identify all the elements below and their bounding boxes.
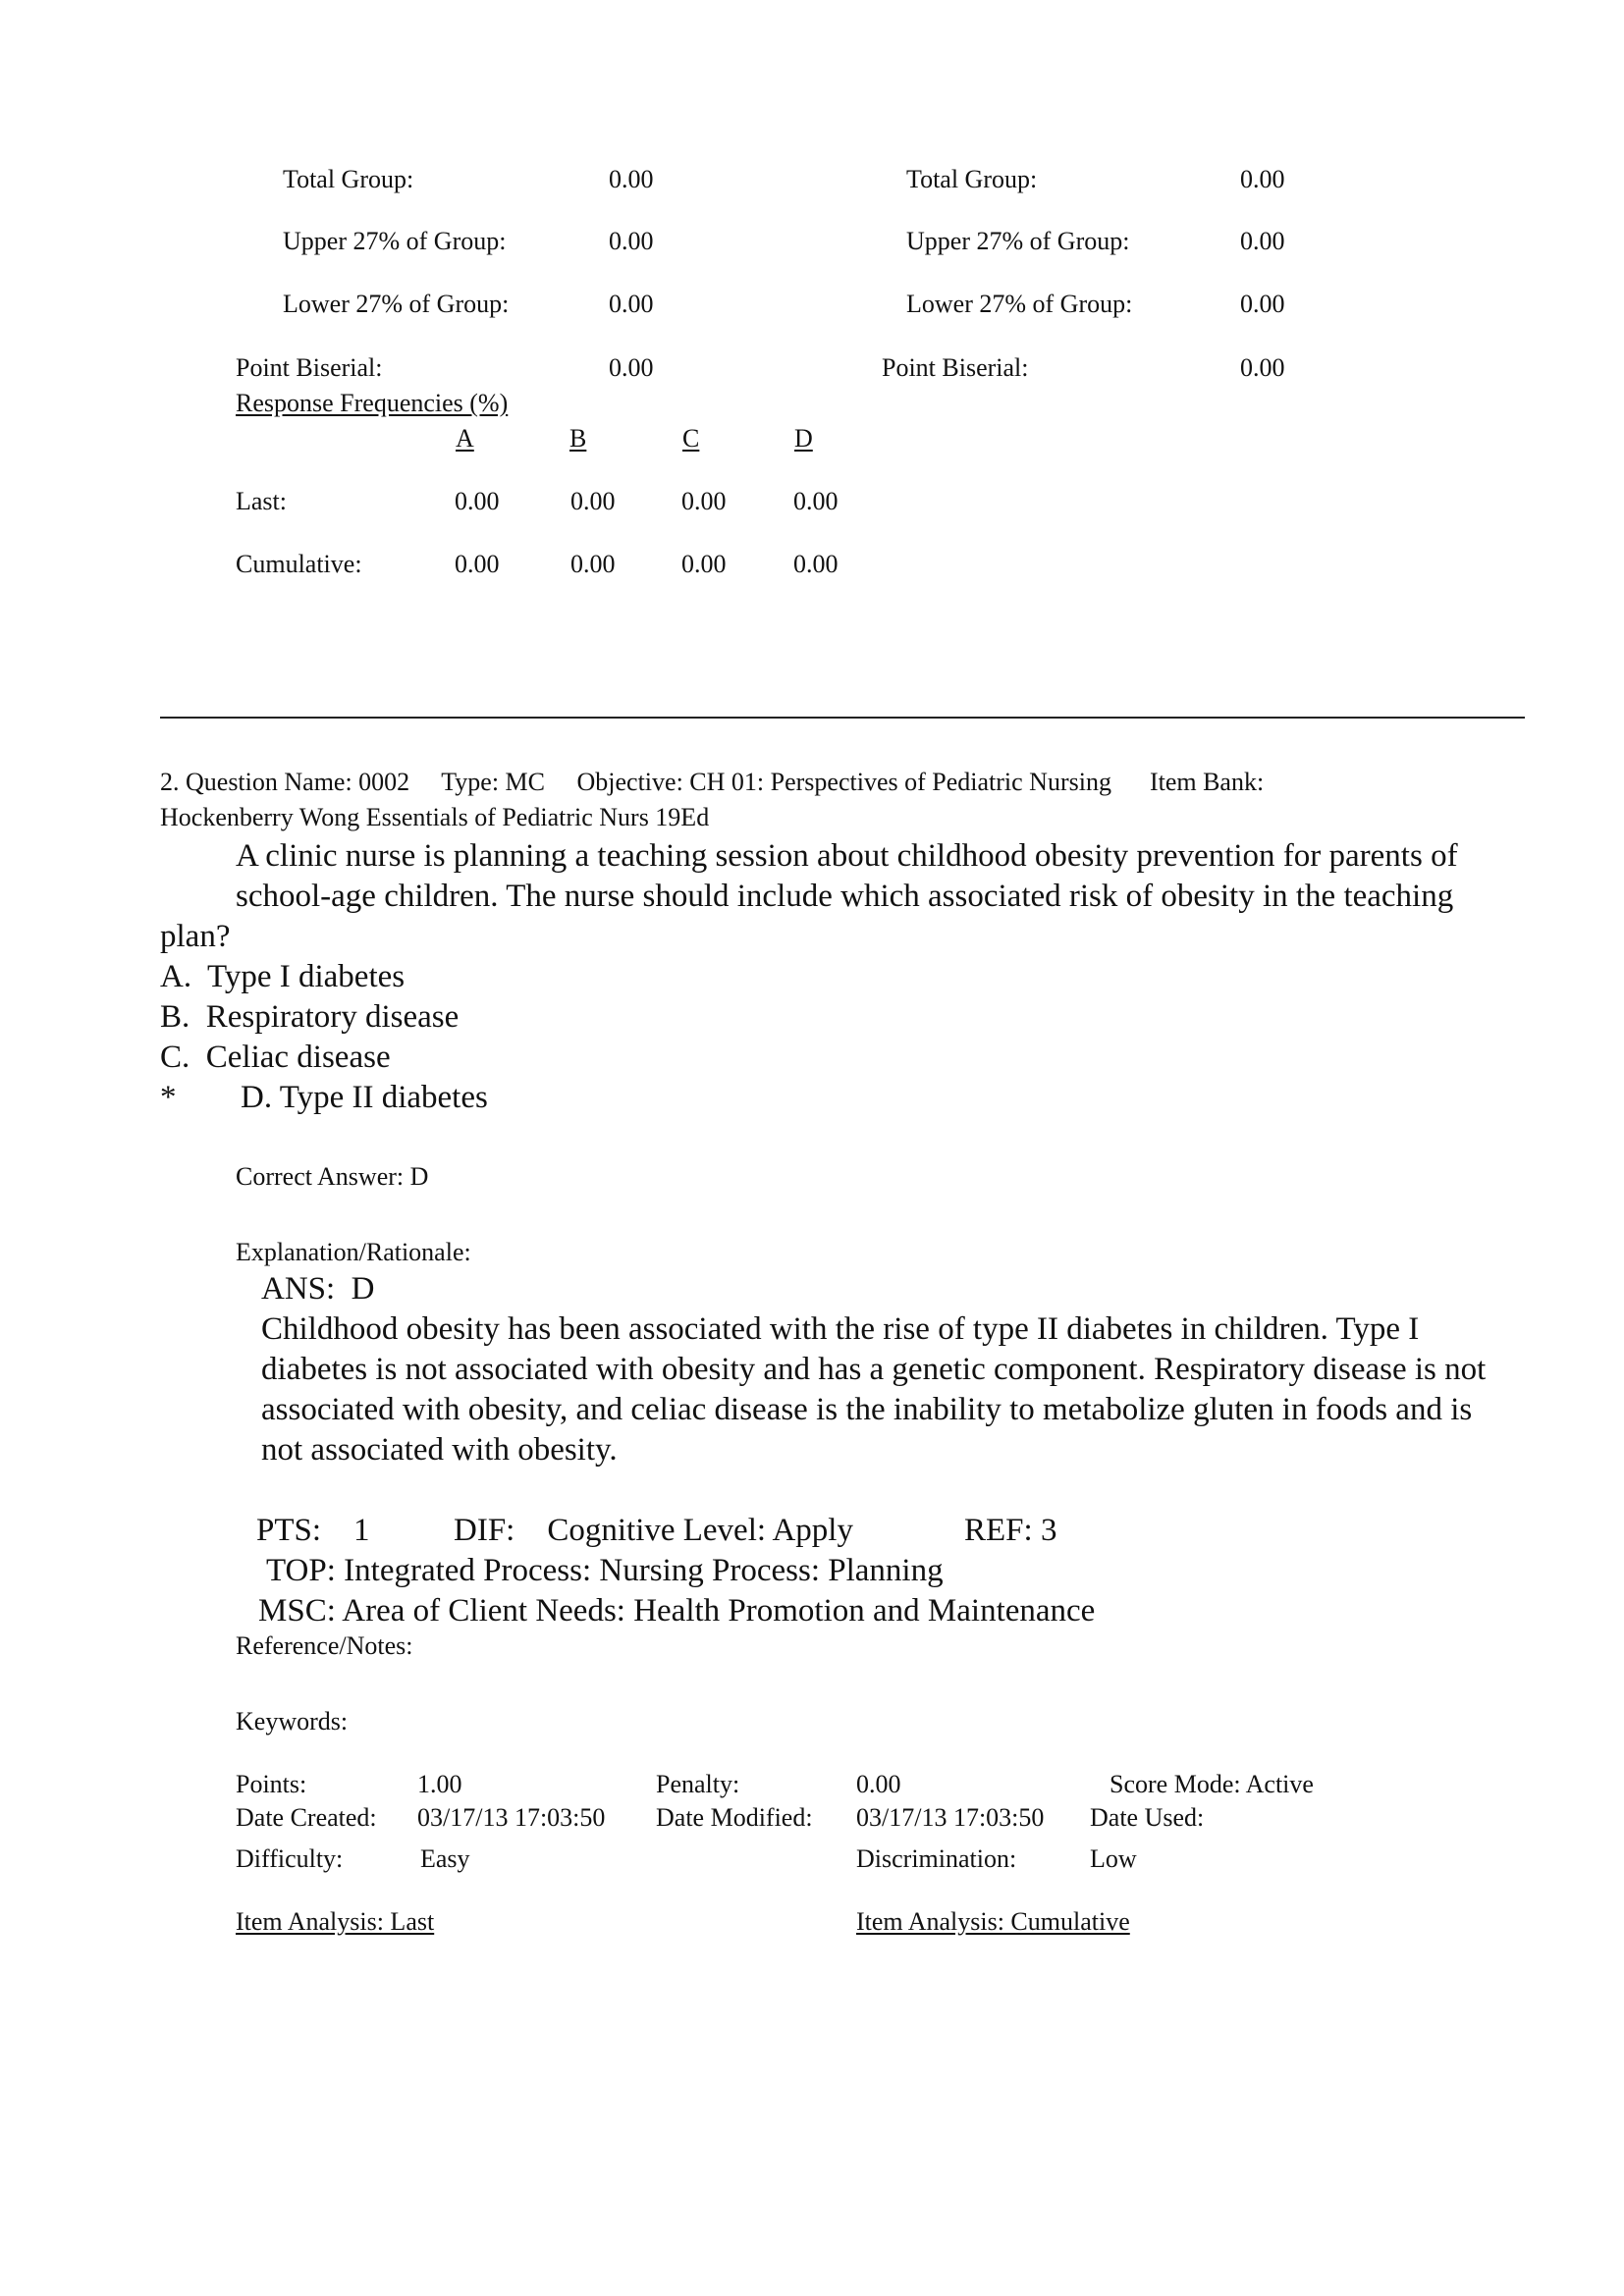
total-group-label: Total Group:: [906, 165, 1038, 193]
item-analysis-cumulative-link[interactable]: Item Analysis: Cumulative: [856, 1907, 1130, 1936]
upper-group-value: 0.00: [1240, 227, 1285, 255]
total-group-value: 0.00: [609, 165, 654, 193]
points-label: Points:: [236, 1770, 307, 1798]
penalty-value: 0.00: [856, 1770, 901, 1798]
rationale-line: Childhood obesity has been associated with the rise of type II diabetes in children. Type I: [261, 1311, 1420, 1347]
rationale-line: not associated with obesity.: [261, 1432, 618, 1468]
freq-cell: 0.00: [793, 487, 839, 515]
freq-row-label: Cumulative:: [236, 550, 362, 578]
pts-value: PTS: 1: [256, 1513, 370, 1548]
freq-cell: 0.00: [681, 487, 727, 515]
option-a: A. Type I diabetes: [160, 959, 406, 994]
date-used-label: Date Used:: [1090, 1803, 1205, 1832]
top-value: TOP: Integrated Process: Nursing Process: Planning: [266, 1553, 944, 1588]
date-created-value: 03/17/13 17:03:50: [417, 1803, 606, 1832]
freq-cell: 0.00: [793, 550, 839, 578]
item-analysis-last-link[interactable]: Item Analysis: Last: [236, 1907, 435, 1936]
section-divider: [160, 717, 1525, 719]
discrimination-value: Low: [1090, 1844, 1137, 1873]
correct-answer: Correct Answer: D: [236, 1162, 429, 1191]
discrimination-label: Discrimination:: [856, 1844, 1017, 1873]
upper-group-value: 0.00: [609, 227, 654, 255]
freq-header-a: A: [456, 424, 474, 453]
freq-header-d: D: [794, 424, 813, 453]
option-b: B. Respiratory disease: [160, 999, 460, 1035]
date-created-label: Date Created:: [236, 1803, 377, 1832]
lower-group-label: Lower 27% of Group:: [283, 290, 510, 318]
upper-group-label: Upper 27% of Group:: [283, 227, 507, 255]
rationale-line: associated with obesity, and celiac disease is the inability to metabolize gluten in foods and is: [261, 1392, 1473, 1427]
point-biserial-label: Point Biserial:: [236, 353, 383, 382]
question-header: 2. Question Name: 0002 Type: MC Objective: CH 01: Perspectives of Pediatric Nursing Item Bank:: [160, 768, 1265, 796]
point-biserial-value: 0.00: [1240, 353, 1285, 382]
lower-group-label: Lower 27% of Group:: [906, 290, 1133, 318]
freq-cell: 0.00: [570, 550, 616, 578]
difficulty-label: Difficulty:: [236, 1844, 344, 1873]
freq-cell: 0.00: [455, 487, 500, 515]
point-biserial-label: Point Biserial:: [882, 353, 1029, 382]
correct-marker: *: [160, 1080, 177, 1115]
lower-group-value: 0.00: [609, 290, 654, 318]
total-group-value: 0.00: [1240, 165, 1285, 193]
ans-line: ANS: D: [261, 1271, 375, 1307]
response-frequencies-title: Response Frequencies (%): [236, 389, 509, 417]
date-modified-value: 03/17/13 17:03:50: [856, 1803, 1045, 1832]
freq-row-label: Last:: [236, 487, 287, 515]
lower-group-value: 0.00: [1240, 290, 1285, 318]
date-modified-label: Date Modified:: [656, 1803, 813, 1832]
option-d: D. Type II diabetes: [241, 1080, 488, 1115]
rationale-line: diabetes is not associated with obesity and has a genetic component. Respiratory disease is not: [261, 1352, 1487, 1387]
option-c: C. Celiac disease: [160, 1040, 391, 1075]
item-bank-name: Hockenberry Wong Essentials of Pediatric Nurs 19Ed: [160, 803, 710, 831]
dif-value: DIF: Cognitive Level: Apply: [454, 1513, 853, 1548]
freq-cell: 0.00: [455, 550, 500, 578]
freq-cell: 0.00: [570, 487, 616, 515]
explanation-label: Explanation/Rationale:: [236, 1238, 471, 1266]
ref-value: REF: 3: [964, 1513, 1057, 1548]
freq-header-c: C: [682, 424, 700, 453]
point-biserial-value: 0.00: [609, 353, 654, 382]
msc-value: MSC: Area of Client Needs: Health Promotion and Maintenance: [258, 1593, 1096, 1629]
freq-header-b: B: [569, 424, 587, 453]
penalty-label: Penalty:: [656, 1770, 740, 1798]
keywords-label: Keywords:: [236, 1707, 349, 1735]
question-stem-line: plan?: [160, 919, 231, 954]
reference-notes-label: Reference/Notes:: [236, 1631, 413, 1660]
total-group-label: Total Group:: [283, 165, 414, 193]
difficulty-value: Easy: [420, 1844, 470, 1873]
points-value: 1.00: [417, 1770, 462, 1798]
freq-cell: 0.00: [681, 550, 727, 578]
upper-group-label: Upper 27% of Group:: [906, 227, 1130, 255]
score-mode: Score Mode: Active: [1110, 1770, 1314, 1798]
question-stem-line: school-age children. The nurse should include which associated risk of obesity in the teaching: [236, 879, 1454, 914]
question-stem-line: A clinic nurse is planning a teaching session about childhood obesity prevention for parents of: [236, 838, 1458, 874]
